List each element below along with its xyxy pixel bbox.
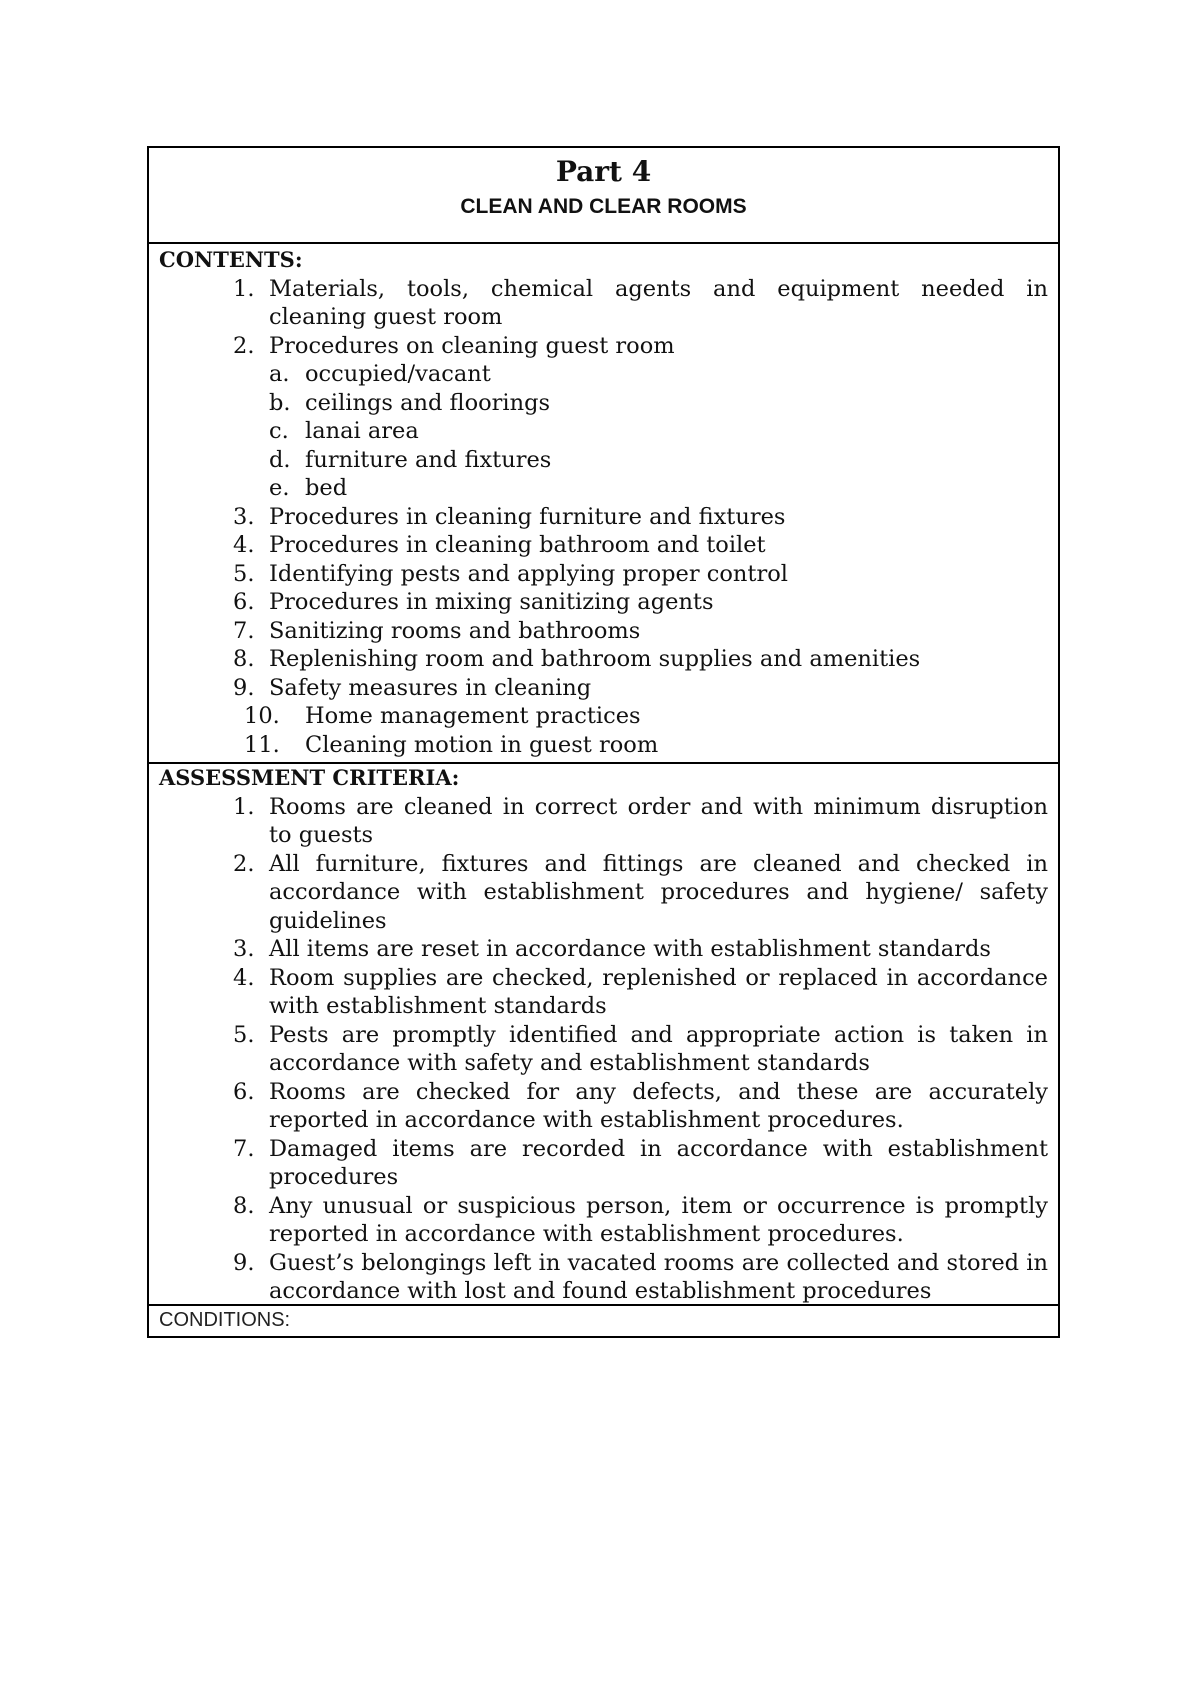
item-number: 8. <box>233 1192 255 1219</box>
list-item <box>159 935 1048 964</box>
item-number: 4. <box>233 964 255 991</box>
item-text: lanai area <box>305 418 419 444</box>
item-number: 7. <box>233 617 255 644</box>
list-item <box>159 531 1048 560</box>
item-number: 11. <box>244 731 280 758</box>
list-item <box>159 702 1048 731</box>
list-item <box>159 503 1048 532</box>
list-item <box>159 645 1048 674</box>
list-item <box>159 1192 1048 1249</box>
list-item <box>159 964 1048 1021</box>
item-text: Materials, tools, chemical agents and equipment needed in cleaning guest room <box>269 275 1048 330</box>
contents-heading: CONTENTS: <box>159 247 303 272</box>
competency-table <box>147 146 1060 1338</box>
list-item <box>159 1021 1048 1078</box>
item-text: ceilings and floorings <box>305 389 551 416</box>
item-text: Sanitizing rooms and bathrooms <box>269 617 641 644</box>
list-item <box>159 1078 1048 1135</box>
item-text: Identifying pests and applying proper control <box>269 560 788 587</box>
item-letter: b. <box>269 389 291 416</box>
item-text: Procedures on cleaning guest room <box>269 332 675 359</box>
list-item <box>159 1249 1048 1306</box>
item-text: Damaged items are recorded in accordance with establishment procedures <box>269 1135 1048 1190</box>
item-number: 8. <box>233 646 255 672</box>
list-item <box>159 850 1048 936</box>
list-subitem <box>159 417 1048 446</box>
item-text: Home management practices <box>305 703 641 729</box>
item-number: 9. <box>233 1249 255 1276</box>
item-text: Procedures in cleaning furniture and fixtures <box>269 503 786 530</box>
list-subitem <box>159 389 1048 418</box>
list-item <box>159 793 1048 850</box>
item-text: Rooms are checked for any defects, and these are accurately reported in accordance with establishment procedures. <box>269 1078 1048 1133</box>
item-text: Procedures in cleaning bathroom and toilet <box>269 532 766 558</box>
item-number: 2. <box>233 332 255 359</box>
item-letter: d. <box>269 446 291 473</box>
item-letter: a. <box>269 361 290 387</box>
item-text: Room supplies are checked, replenished or replaced in accordance with establishment standards <box>269 964 1048 1019</box>
item-text: Cleaning motion in guest room <box>305 731 659 758</box>
item-text: Rooms are cleaned in correct order and with minimum disruption to guests <box>269 793 1048 848</box>
item-number: 3. <box>233 936 255 962</box>
list-subitem <box>159 474 1048 503</box>
item-number: 2. <box>233 850 255 877</box>
item-number: 10. <box>244 703 280 729</box>
list-item <box>159 332 1048 361</box>
item-text: Procedures in mixing sanitizing agents <box>269 589 714 615</box>
part-title: Part 4 <box>555 155 652 188</box>
item-text: occupied/vacant <box>305 361 491 387</box>
table-header <box>149 148 1058 244</box>
item-number: 3. <box>233 503 255 530</box>
item-number: 9. <box>233 674 255 701</box>
item-number: 5. <box>233 1021 255 1048</box>
list-item <box>159 731 1048 760</box>
item-number: 6. <box>233 589 255 615</box>
item-text: Any unusual or suspicious person, item or occurrence is promptly reported in accordance with establishment procedures. <box>269 1192 1048 1247</box>
list-item <box>159 674 1048 703</box>
item-number: 1. <box>233 793 255 820</box>
list-item <box>159 1135 1048 1192</box>
item-text: Safety measures in cleaning <box>269 674 592 701</box>
item-number: 6. <box>233 1078 255 1105</box>
assessment-criteria-section <box>149 764 1058 1306</box>
list-item <box>159 560 1048 589</box>
list-item <box>159 588 1048 617</box>
item-text: All items are reset in accordance with establishment standards <box>269 936 991 962</box>
list-item <box>159 617 1048 646</box>
criteria-heading: ASSESSMENT CRITERIA: <box>159 765 460 790</box>
contents-section <box>149 244 1058 764</box>
item-letter: c. <box>269 418 289 444</box>
item-letter: e. <box>269 475 290 501</box>
part-subtitle: CLEAN AND CLEAR ROOMS <box>460 195 747 218</box>
item-text: Guest’s belongings left in vacated rooms are collected and stored in accordance with lost and found establishment procedures <box>269 1249 1048 1304</box>
list-item <box>159 275 1048 332</box>
item-text: All furniture, fixtures and fittings are cleaned and checked in accordance with establishment procedures and hygiene/ safety guidelines <box>269 850 1048 934</box>
item-number: 1. <box>233 275 255 302</box>
item-text: Pests are promptly identified and appropriate action is taken in accordance with safety and establishment standards <box>269 1021 1048 1076</box>
item-number: 5. <box>233 560 255 587</box>
conditions-row <box>149 1306 1058 1336</box>
list-subitem <box>159 360 1048 389</box>
item-text: furniture and fixtures <box>305 446 552 473</box>
item-text: bed <box>305 475 348 501</box>
item-text: Replenishing room and bathroom supplies and amenities <box>269 646 921 672</box>
list-subitem <box>159 446 1048 475</box>
item-number: 7. <box>233 1135 255 1162</box>
conditions-heading: CONDITIONS: <box>159 1309 291 1331</box>
item-number: 4. <box>233 532 255 558</box>
